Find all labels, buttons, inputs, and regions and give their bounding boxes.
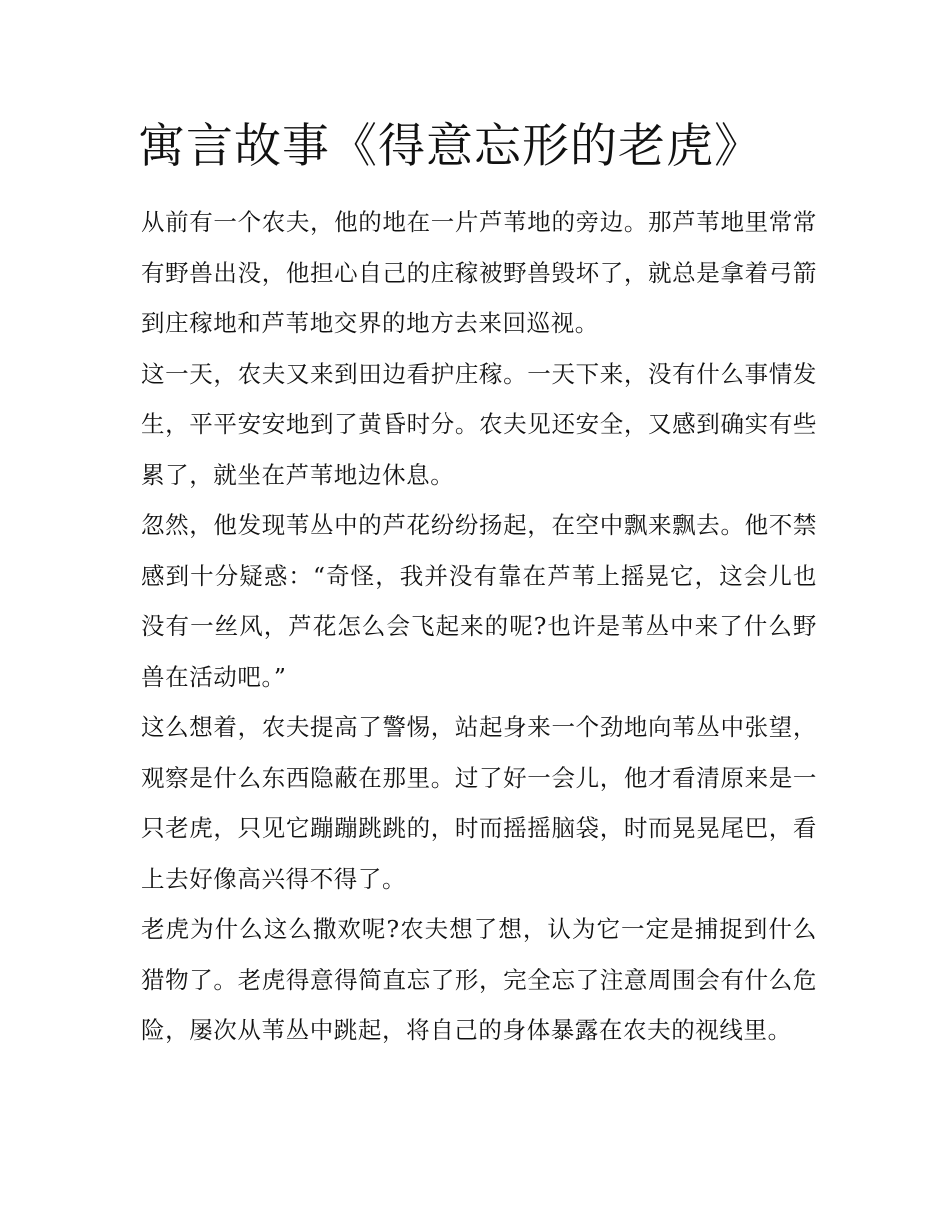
document-body: [141, 197, 817, 1056]
paragraph-5: 老虎为什么这么撒欢呢?农夫想了想，认为它一定是捕捉到什么猎物了。老虎得意得简直忘了形，完全忘了注意周围会有什么危险，屡次从苇丛中跳起，将自己的身体暴露在农夫的视线里。: [141, 915, 817, 1044]
paragraph-3: 忽然，他发现苇丛中的芦花纷纷扬起，在空中飘来飘去。他不禁感到十分疑惑：“奇怪，我并没有靠在芦苇上摇晃它，这会儿也没有一丝风，芦花怎么会飞起来的呢?也许是苇丛中来了什么野兽在活动吧。”: [141, 511, 817, 691]
paragraph-4: 这么想着，农夫提高了警惕，站起身来一个劲地向苇丛中张望，观察是什么东西隐蔽在那里。过了好一会儿，他才看清原来是一只老虎，只见它蹦蹦跳跳的，时而摇摇脑袋，时而晃晃尾巴，看上去好像高兴得不得了。: [141, 713, 817, 893]
paragraph-1: 从前有一个农夫，他的地在一片芦苇地的旁边。那芦苇地里常常有野兽出没，他担心自己的庄稼被野兽毁坏了，就总是拿着弓箭到庄稼地和芦苇地交界的地方去来回巡视。: [141, 208, 817, 337]
document-title: 寓言故事《得意忘形的老虎》: [138, 119, 762, 174]
paragraph-2: 这一天，农夫又来到田边看护庄稼。一天下来，没有什么事情发生，平平安安地到了黄昏时分。农夫见还安全，又感到确实有些累了，就坐在芦苇地边休息。: [141, 359, 817, 489]
